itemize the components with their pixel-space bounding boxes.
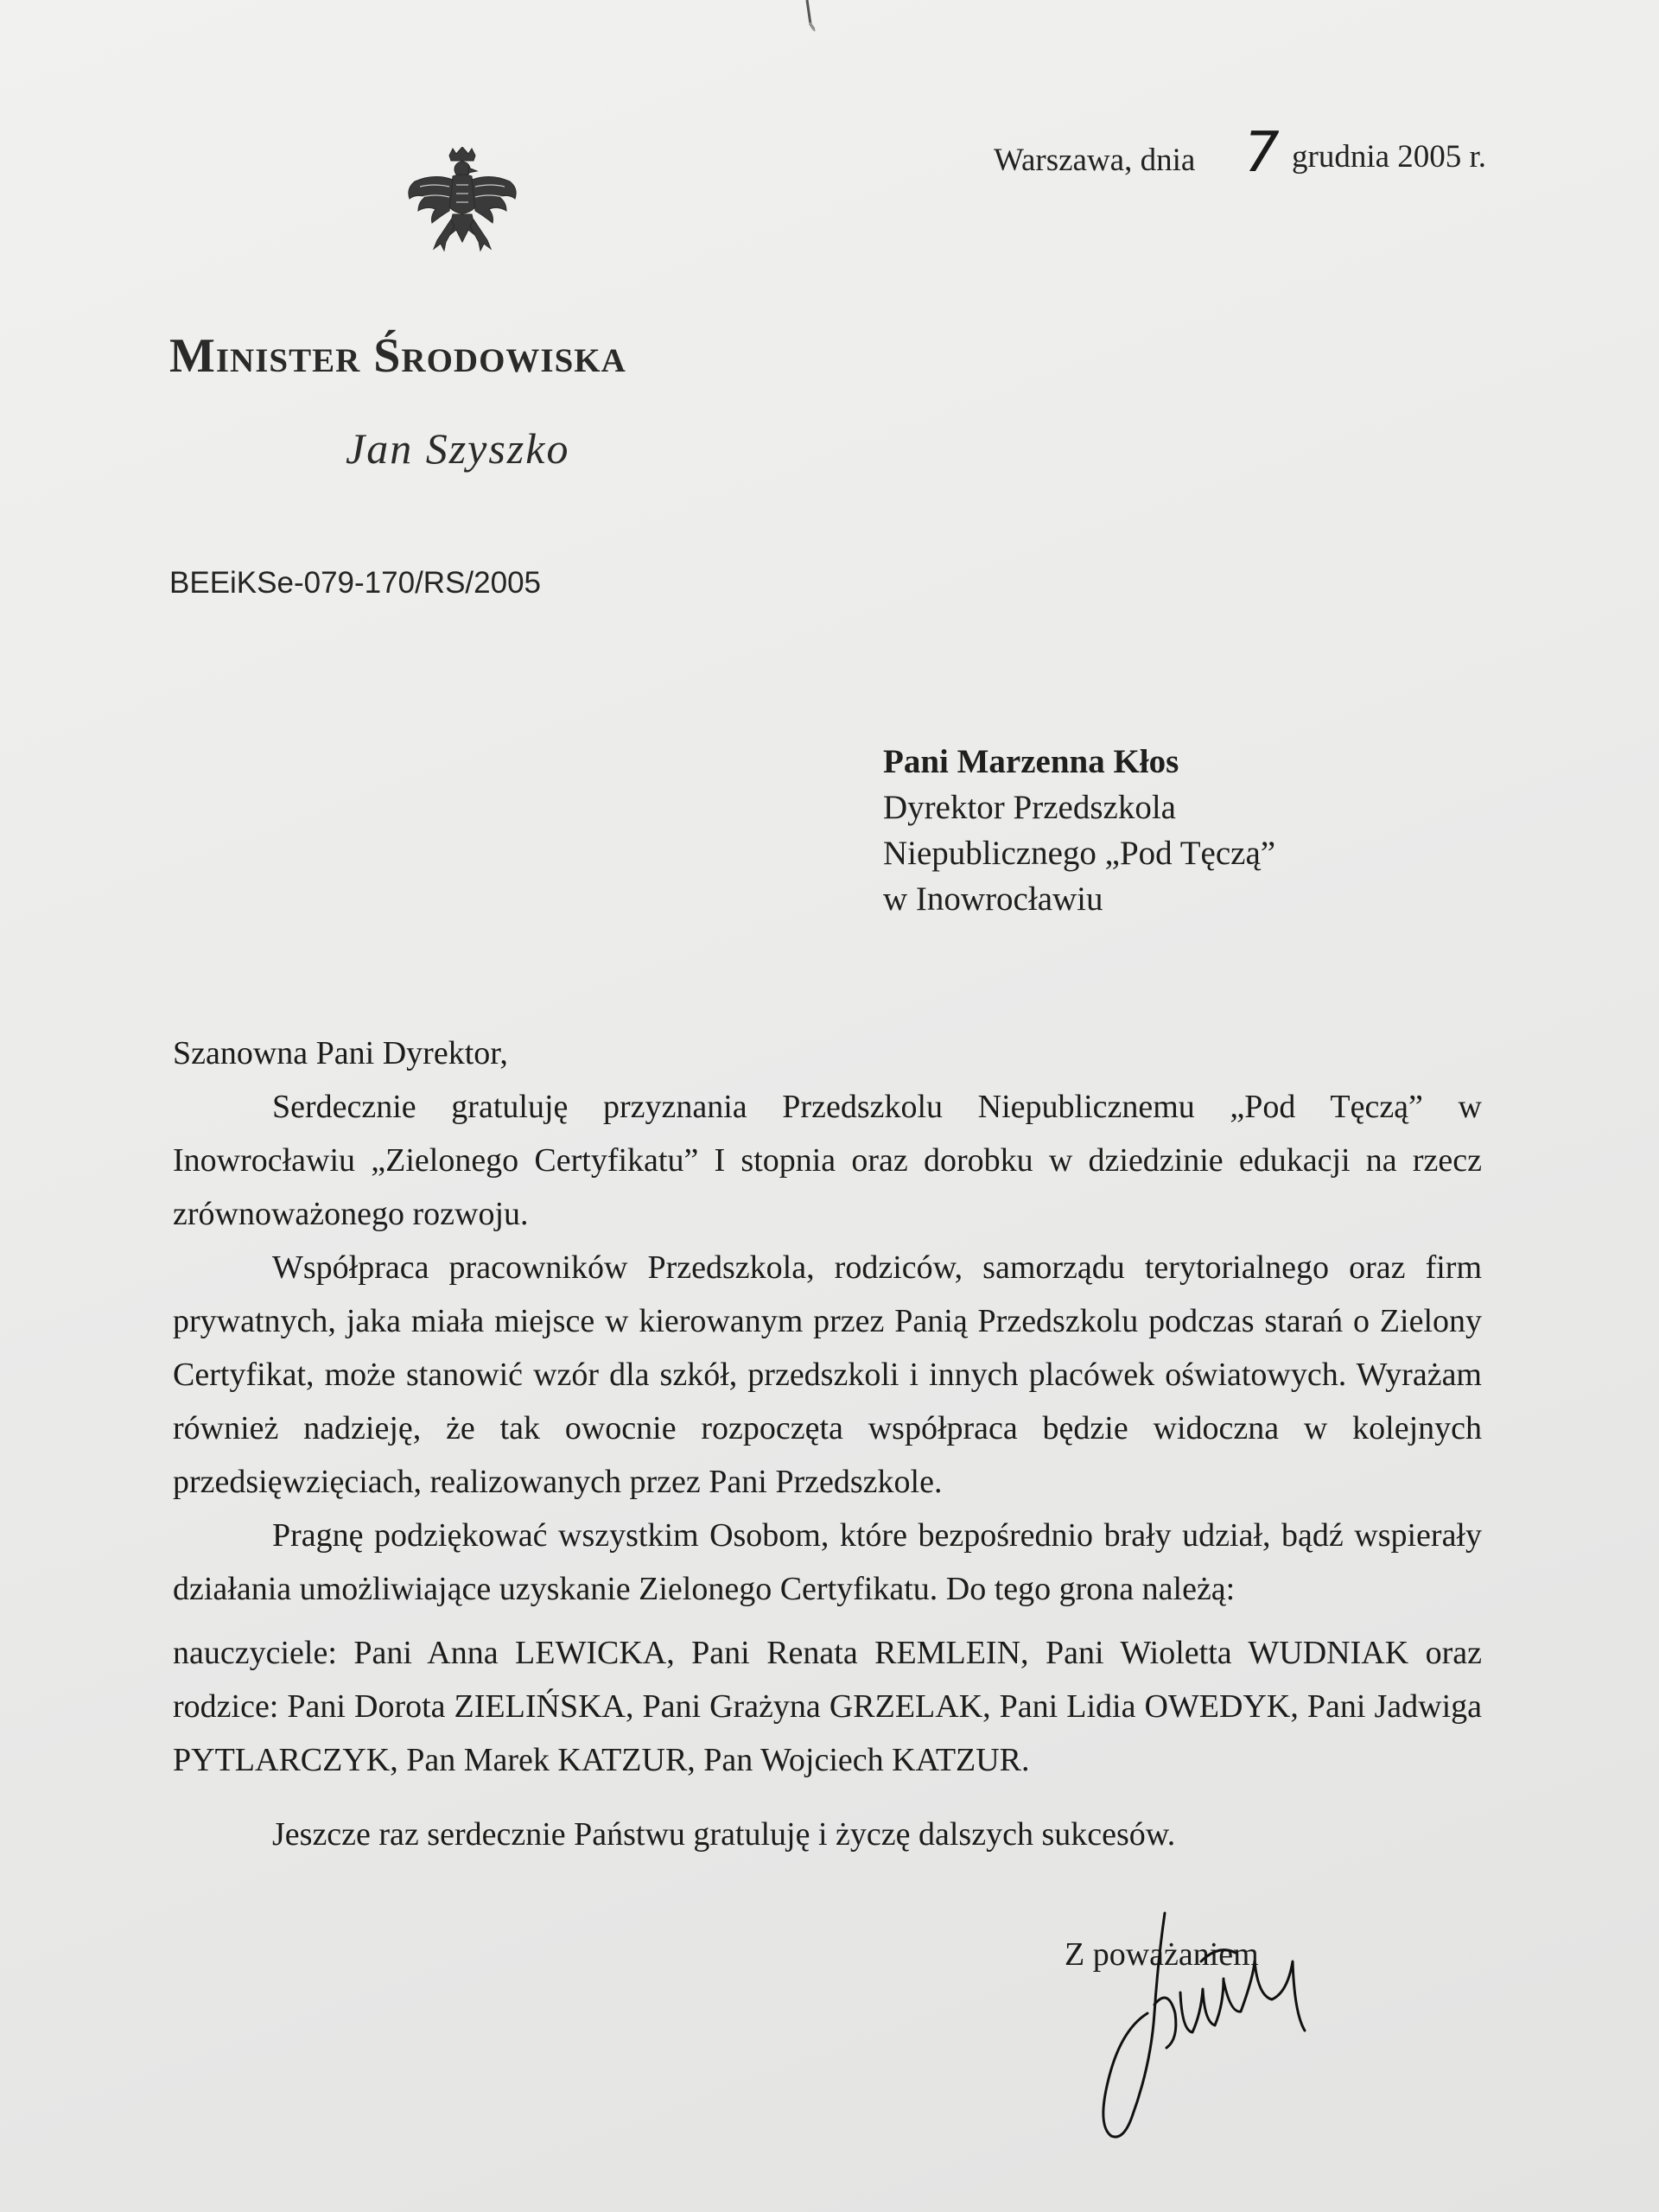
minister-name: Jan Szyszko [346,424,570,473]
month-year-label: grudnia 2005 r. [1292,139,1487,175]
handwritten-day: 7 [1244,121,1280,185]
recipient-line: Niepublicznego „Pod Tęczą” [883,835,1276,872]
salutation: Szanowna Pani Dyrektor, [173,1035,508,1071]
regards-line: Z poważaniem [1065,1936,1259,1973]
paragraph-congratulations: Serdecznie gratuluję przyznania Przedszkolu Niepublicznemu „Pod Tęczą” w Inowrocławiu „Zielonego Certyfikatu” I stopnia oraz dorobku w dziedzinie edukacji na rzecz zrównoważonego rozwoju. [173,1089,1482,1232]
recipient-line: w Inowrocławiu [883,880,1103,918]
paragraph-cooperation: Współpraca pracowników Przedszkola, rodziców, samorządu terytorialnego oraz firm prywatnych, jaka miała miejsce w kierowanym przez Panią Przedszkolu podczas starań o Zielony Certyfikat, może stanowić wzór dla szkół, przedszkoli i innych placówek oświatowych. Wyrażam również nadzieję, że tak owocnie rozpoczęta współpraca będzie widoczna w kolejnych przedsięwzięciach, realizowanych przez Pani Przedszkole. [173,1249,1482,1500]
paragraph-names: nauczyciele: Pani Anna LEWICKA, Pani Renata REMLEIN, Pani Wioletta WUDNIAK oraz rodzice: Pani Dorota ZIELIŃSKA, Pani Grażyna GRZELAK, Pani Lidia OWEDYK, Pani Jadwiga PYTLARCZYK, Pan Marek KATZUR, Pan Wojciech KATZUR. [173,1635,1482,1778]
paragraph-thanks: Pragnę podziękować wszystkim Osobom, które bezpośrednio brały udział, bądź wspierały działania umożliwiające uzyskanie Zielonego Certyfikatu. Do tego grona należą: [173,1517,1482,1607]
recipient-block [883,739,1275,922]
polish-eagle-emblem-icon [399,147,525,268]
place-label: Warszawa, dnia [994,143,1196,178]
place-and-date [994,121,1512,207]
recipient-line: Dyrektor Przedszkola [883,789,1176,826]
staple-mark [802,0,819,35]
minister-title: Minister Środowiska [169,329,626,383]
letter-body [173,1027,1482,1861]
paragraph-closing: Jeszcze raz serdecznie Państwu gratuluję i życzę dalszych sukcesów. [272,1816,1176,1853]
recipient-name: Pani Marzenna Kłos [883,743,1179,780]
reference-number: BEEiKSe-079-170/RS/2005 [169,566,541,600]
handwritten-signature [1071,1910,1331,2169]
